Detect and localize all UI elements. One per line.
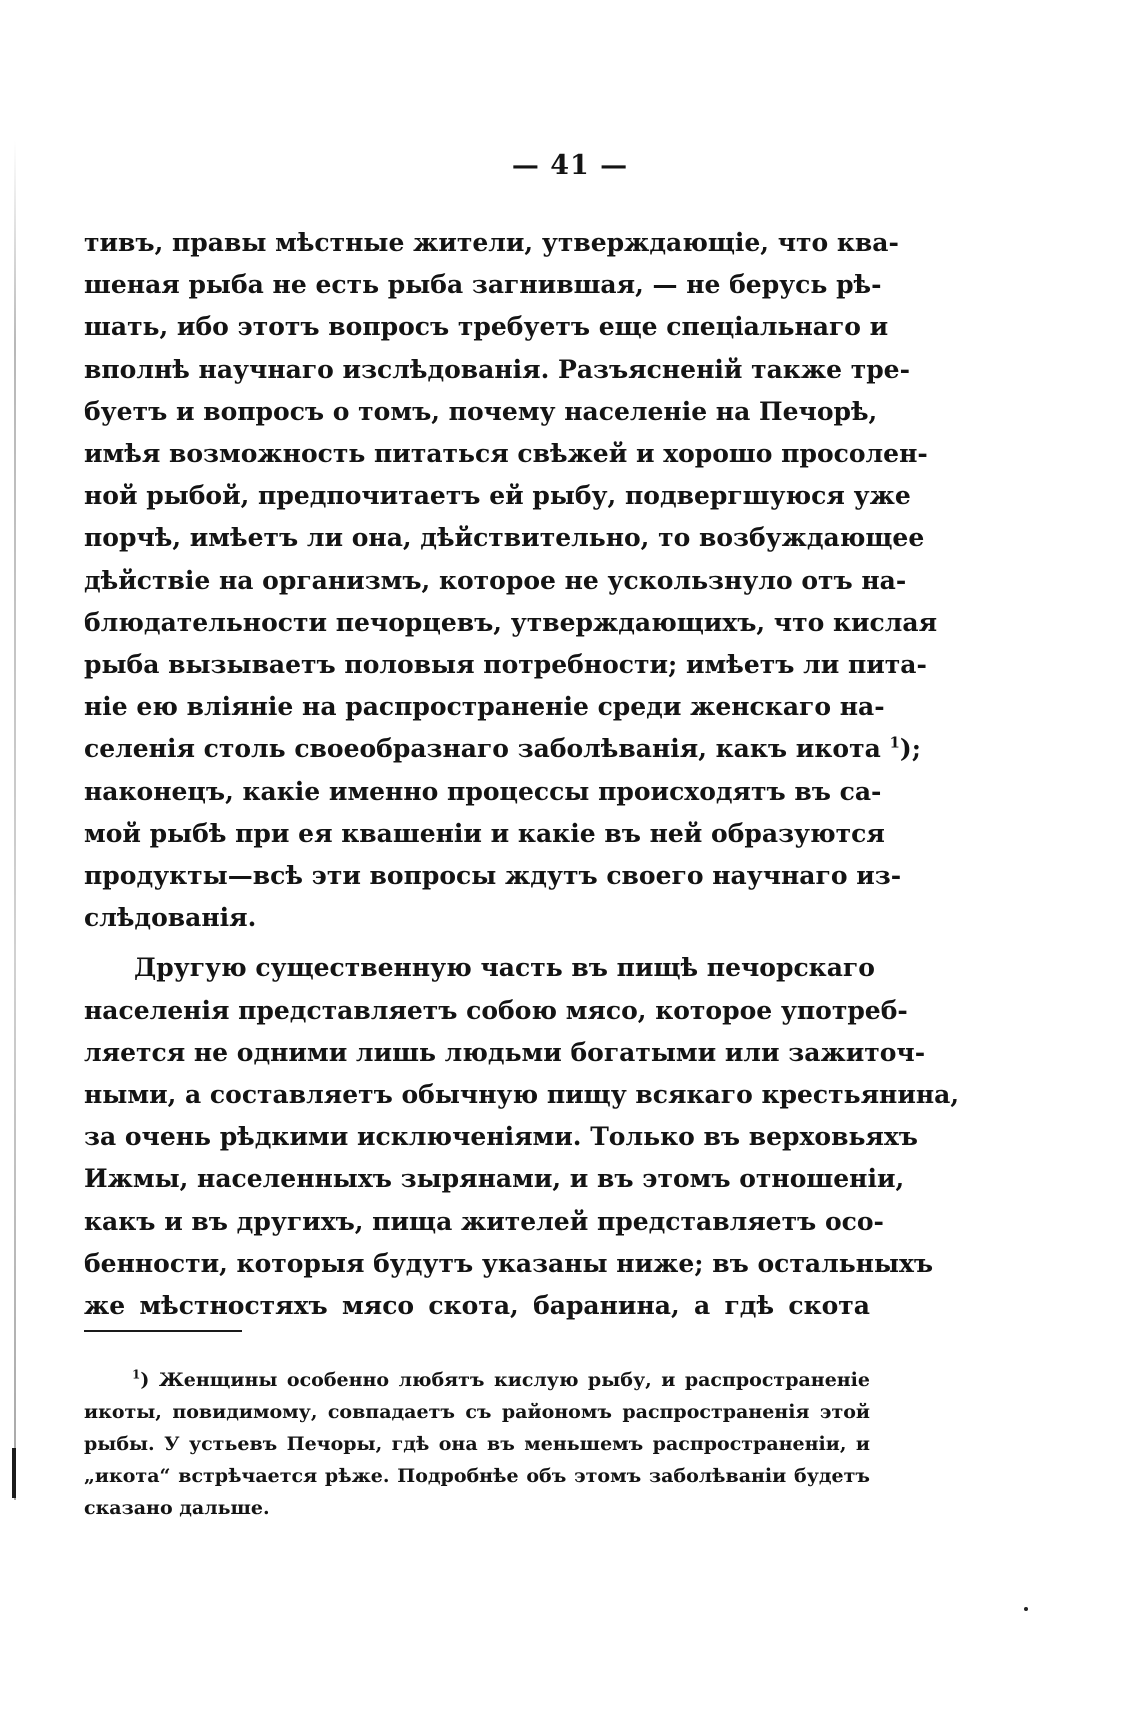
text-line: дѣйствіе на организмъ, которое не ускользнуло отъ на- [84,565,907,595]
body-text [84,222,960,1327]
text-line: населенія представляетъ собою мясо, которое употреб- [84,995,908,1025]
footnote-marker: 1 [132,1367,141,1382]
paragraph-2 [84,947,960,1327]
paragraph-gap [84,939,870,947]
text-line: мой рыбѣ при ея квашеніи и какіе въ ней образуются [84,818,885,848]
text-fragment: селенія столь своеобразнаго заболѣванія, какъ икота [84,734,881,764]
text-line: буетъ и вопросъ о томъ, почему населеніе на Печорѣ, [84,396,878,426]
footnote-line [84,1364,870,1396]
text-line: имѣя возможность питаться свѣжей и хорошо просолен- [84,439,928,469]
text-line: наконецъ, какіе именно процессы происходятъ въ са- [84,776,882,806]
text-fragment: Женщины особенно любятъ кислую рыбу, и распространеніе [158,1369,870,1391]
text-line: шеная рыба не есть рыба загнившая, — не берусь рѣ- [84,270,882,300]
text-fragment: ); [899,734,921,764]
text-line: блюдательности печорцевъ, утверждающихъ, что кислая [84,607,938,637]
text-line: ной рыбой, предпочитаетъ ей рыбу, подвергшуюся уже [84,481,911,511]
text-line: Ижмы, населенныхъ зырянами, и въ этомъ отношеніи, [84,1164,905,1194]
scan-gutter-shadow [14,140,16,1500]
footnote-line: икоты, повидимому, совпадаетъ съ райономъ распространенія этой [84,1401,870,1423]
text-line: порчѣ, имѣетъ ли она, дѣйствительно, то возбуждающее [84,523,925,553]
text-line: бенности, которыя будутъ указаны ниже; въ остальныхъ [84,1248,934,1278]
footnote-line: „икота“ встрѣчается рѣже. Подробнѣе объ этомъ заболѣваніи будетъ [84,1465,870,1487]
text-line: ляется не одними лишь людьми богатыми или зажиточ- [84,1037,926,1067]
text-line: вполнѣ научнаго изслѣдованія. Разъясненій также тре- [84,354,910,384]
text-line: продукты—всѣ эти вопросы ждутъ своего научнаго из- [84,861,902,891]
scan-speck [1024,1607,1028,1611]
paragraph-1 [84,222,938,939]
footnote [84,1364,870,1524]
page-number: — 41 — [511,150,629,181]
text-line: шать, ибо этотъ вопросъ требуетъ еще спеціальнаго и [84,312,889,342]
text-line: тивъ, правы мѣстные жители, утверждающіе, что ква- [84,228,899,257]
text-line: ніе ею вліяніе на распространеніе среди женскаго на- [84,692,885,722]
text-line: рыба вызываетъ половыя потребности; имѣетъ ли пита- [84,650,927,680]
footnote-marker-tail: ) [140,1369,150,1391]
text-line: какъ и въ другихъ, пища жителей представляетъ осо- [84,1206,884,1236]
footnote-line: сказано дальше. [84,1497,270,1519]
footnote-line: рыбы. У устьевъ Печоры, гдѣ она въ меньшемъ распространеніи, и [84,1433,870,1455]
footnote-reference[interactable]: 1 [889,734,900,753]
text-line: за очень рѣдкими исключеніями. Только въ верховьяхъ [84,1122,918,1152]
scan-gutter-mark [12,1448,16,1498]
text-line-with-footnote-ref [84,728,921,770]
footnote-separator [84,1330,242,1332]
text-line: же мѣстностяхъ мясо скота, баранина, а гдѣ скота [84,1291,870,1321]
text-line: слѣдованія. [84,903,257,933]
text-line: Другую существенную часть въ пищѣ печорскаго [134,953,875,983]
text-line: ными, а составляетъ обычную пищу всякаго крестьянина, [84,1080,960,1110]
